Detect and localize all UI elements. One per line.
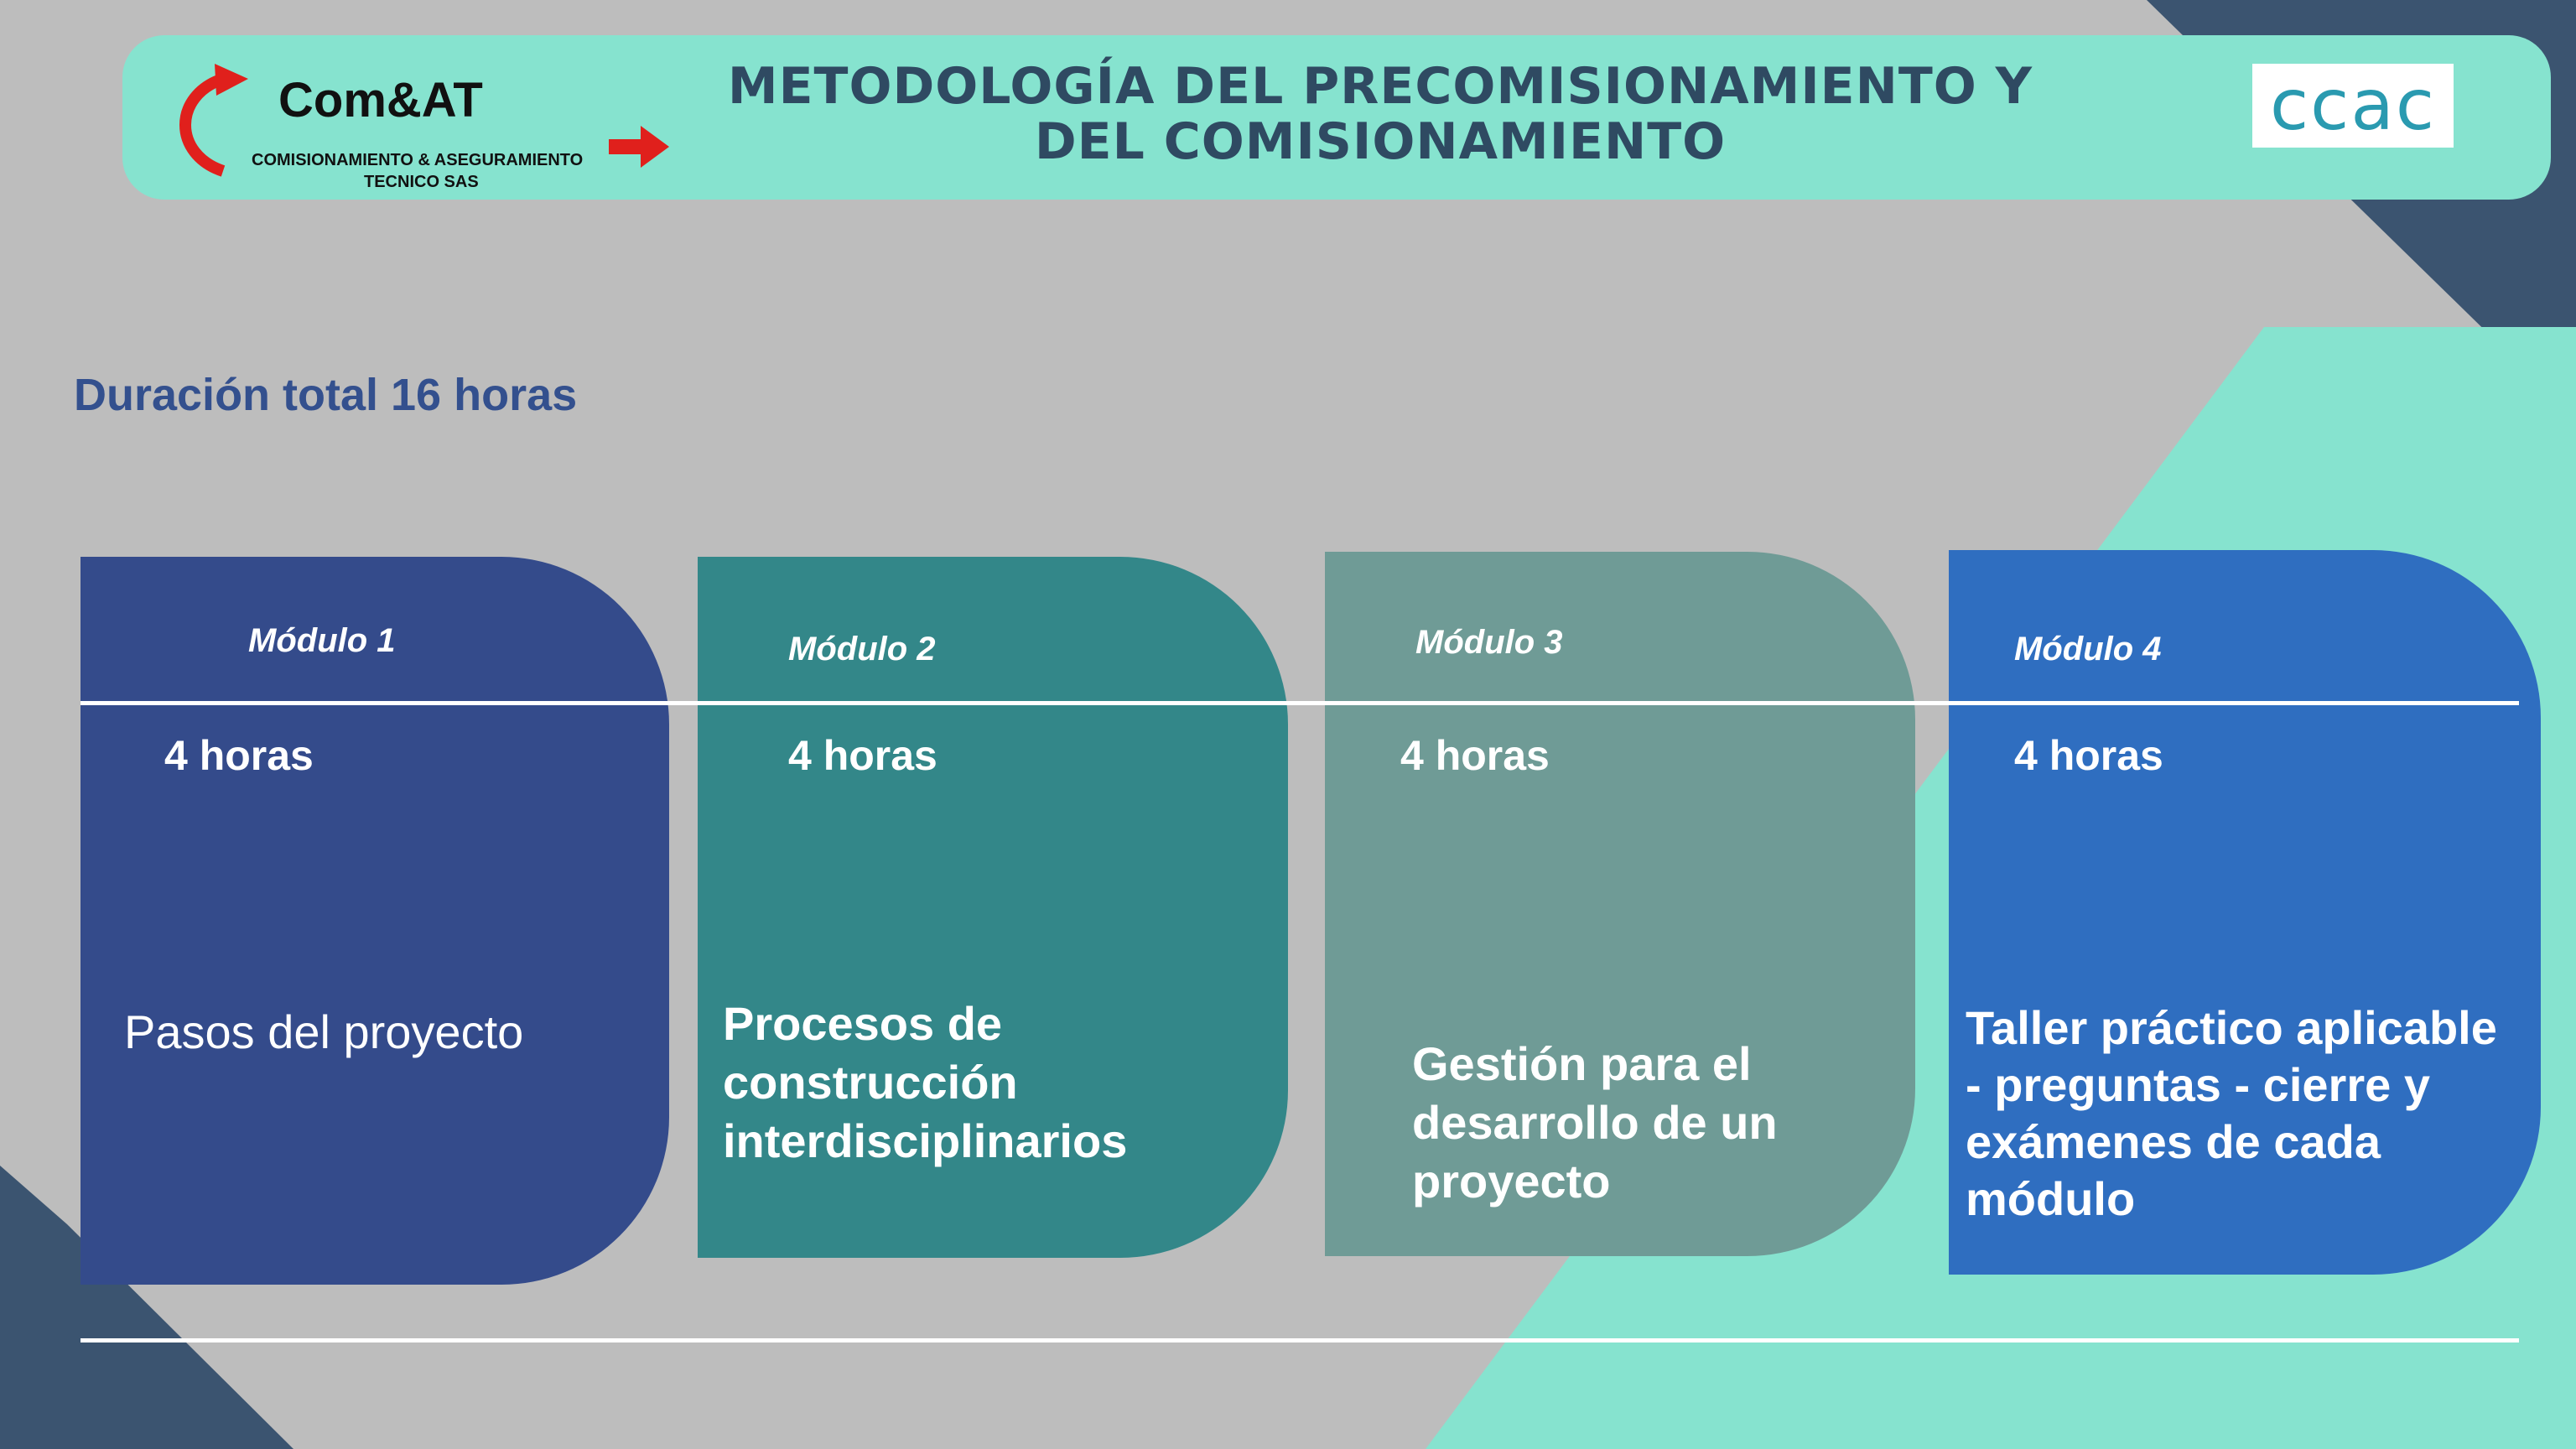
module-description: Procesos de construcción interdisciplinarios [723,997,1128,1167]
red-arrow-right-icon [609,121,676,171]
module-hours: 4 horas [1400,732,1550,779]
ccac-logo: ccac [2252,64,2454,148]
comat-logo [164,62,634,191]
title-line-2: DEL COMISIONAMIENTO [1034,112,1727,171]
module-hours: 4 horas [164,732,314,779]
total-duration: Duración total 16 horas [74,370,578,420]
logo-subtitle: COMISIONAMIENTO & ASEGURAMIENTO [252,151,584,169]
module-label: Módulo 2 [788,631,936,667]
module-label: Módulo 4 [2014,631,2162,667]
red-curved-arrow-icon [164,62,265,179]
module-description: Taller práctico aplicable - preguntas - cierre y exámenes de cada módulo [1966,1001,2497,1225]
module-description: Pasos del proyecto [124,1005,524,1058]
module-description: Gestión para el desarrollo de un proyecto [1412,1037,1778,1208]
title-line-1: METODOLOGÍA DEL PRECOMISIONAMIENTO Y [727,57,2033,116]
divider-line-bottom [80,1338,2519,1343]
module-label: Módulo 1 [248,622,396,659]
logo-subtitle-2: TECNICO SAS [364,173,479,191]
module-card-1 [80,557,669,1285]
module-hours: 4 horas [2014,732,2163,779]
divider-line-top [80,701,2519,705]
logo-title: Com&AT [278,73,483,127]
module-label: Módulo 3 [1415,624,1563,661]
module-hours: 4 horas [788,732,937,779]
page-title [676,59,2085,169]
header-banner [122,35,2551,200]
